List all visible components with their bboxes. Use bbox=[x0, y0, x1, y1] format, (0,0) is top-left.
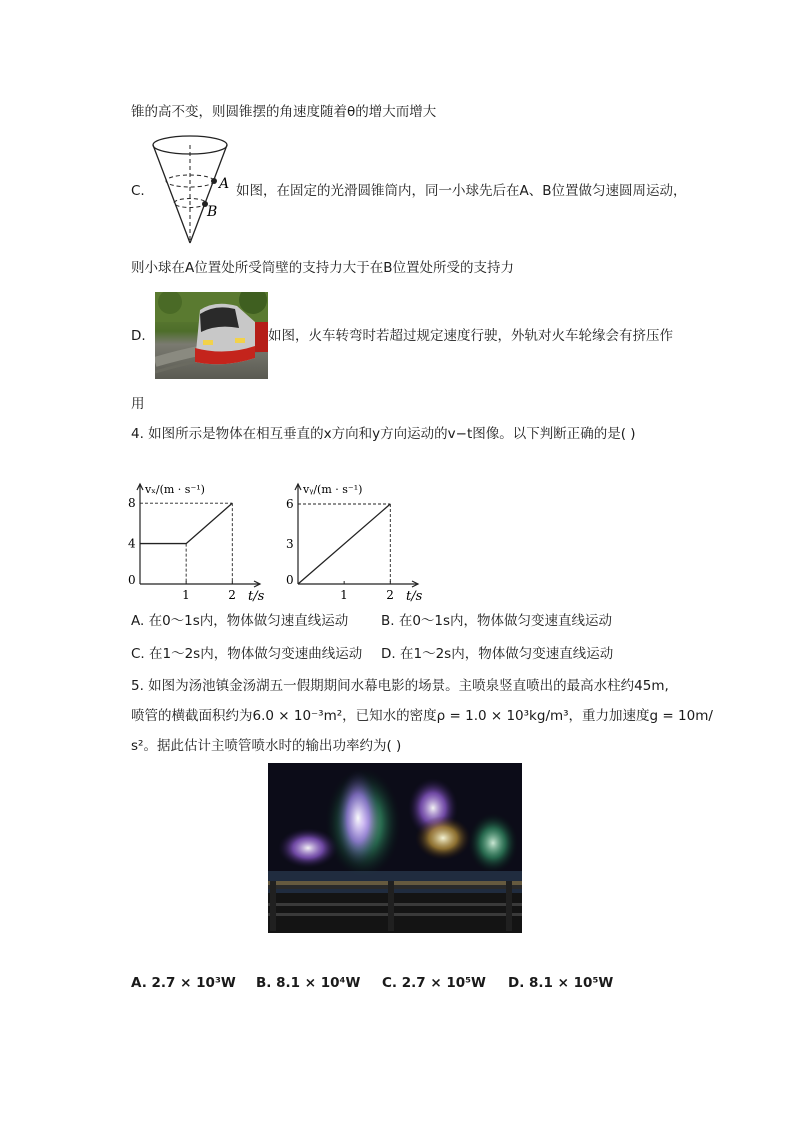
q4-option-a: A. 在0～1s内，物体做匀速直线运动 bbox=[131, 613, 349, 629]
q3-option-c-text-continued: 则小球在A位置处所受筒壁的支持力大于在B位置处所受的支持力 bbox=[131, 260, 514, 276]
q4-option-b: B. 在0～1s内，物体做匀变速直线运动 bbox=[381, 613, 613, 629]
q5-option-c: C. 2.7 × 10⁵W bbox=[382, 975, 486, 991]
q5-option-b: B. 8.1 × 10⁴W bbox=[256, 975, 361, 991]
cone-label-b: B bbox=[207, 204, 218, 220]
vx-y-tick-label: 8 bbox=[128, 496, 136, 511]
train-photo bbox=[155, 292, 268, 379]
q3-option-d-label: D. bbox=[131, 328, 146, 344]
chart-vx bbox=[120, 482, 270, 604]
ball-a bbox=[211, 178, 217, 184]
q5-stem-line3: s²。据此估计主喷管喷水时的输出功率约为( ) bbox=[131, 738, 402, 754]
vy-series-line bbox=[298, 504, 390, 584]
q3-option-d-text: 如图，火车转弯时若超过规定速度行驶，外轨对火车轮缘会有挤压作 bbox=[268, 328, 673, 344]
cone-label-a: A bbox=[219, 176, 230, 192]
q3-option-d-text-continued: 用 bbox=[131, 396, 145, 412]
q5-option-d: D. 8.1 × 10⁵W bbox=[508, 975, 614, 991]
chart-vy bbox=[278, 482, 428, 604]
q5-option-a: A. 2.7 × 10³W bbox=[131, 975, 236, 991]
vy-y-tick-label: 3 bbox=[286, 537, 294, 551]
q3-option-b-tail: 锥的高不变，则圆锥摆的角速度随着θ的增大而增大 bbox=[131, 104, 437, 120]
cone-left-edge bbox=[153, 145, 190, 243]
vy-xlabel: t/s bbox=[406, 589, 423, 604]
fountain-photo bbox=[268, 763, 522, 933]
cone-right-edge bbox=[190, 145, 230, 243]
vy-y-tick-label: 0 bbox=[286, 573, 294, 587]
vx-series-line bbox=[140, 503, 232, 543]
q3-option-c-label: C. bbox=[131, 183, 145, 199]
vy-ylabel: vᵧ/(m · s⁻¹) bbox=[303, 483, 363, 496]
q5-stem-line1: 5. 如图为汤池镇金汤湖五一假期期间水幕电影的场景。主喷泉竖直喷出的最高水柱约45m, bbox=[131, 678, 669, 694]
vy-x-tick-label: 2 bbox=[386, 588, 394, 602]
q4-option-d: D. 在1～2s内，物体做匀变速直线运动 bbox=[381, 646, 614, 662]
vx-x-tick-label: 1 bbox=[182, 588, 190, 602]
q3-option-c-text: 如图，在固定的光滑圆锥筒内，同一小球先后在A、B位置做匀速圆周运动， bbox=[236, 183, 687, 199]
vx-y-tick-label: 4 bbox=[128, 536, 136, 551]
vy-y-tick-label: 6 bbox=[286, 497, 294, 511]
q5-stem-line2: 喷管的横截面积约为6.0 × 10⁻³m²，已知水的密度ρ = 1.0 × 10³kg/m³，重力加速度g = 10m/ bbox=[131, 708, 713, 724]
vx-y-tick-label: 0 bbox=[128, 573, 136, 587]
vx-x-tick-label: 2 bbox=[228, 588, 236, 602]
vx-xlabel: t/s bbox=[248, 589, 265, 604]
vx-ylabel: vₓ/(m · s⁻¹) bbox=[145, 483, 205, 496]
vy-x-tick-label: 1 bbox=[340, 588, 348, 602]
q4-stem: 4. 如图所示是物体在相互垂直的x方向和y方向运动的v−t图像。以下判断正确的是( ) bbox=[131, 426, 636, 442]
cone-figure bbox=[150, 133, 236, 247]
q4-option-c: C. 在1～2s内，物体做匀变速曲线运动 bbox=[131, 646, 363, 662]
